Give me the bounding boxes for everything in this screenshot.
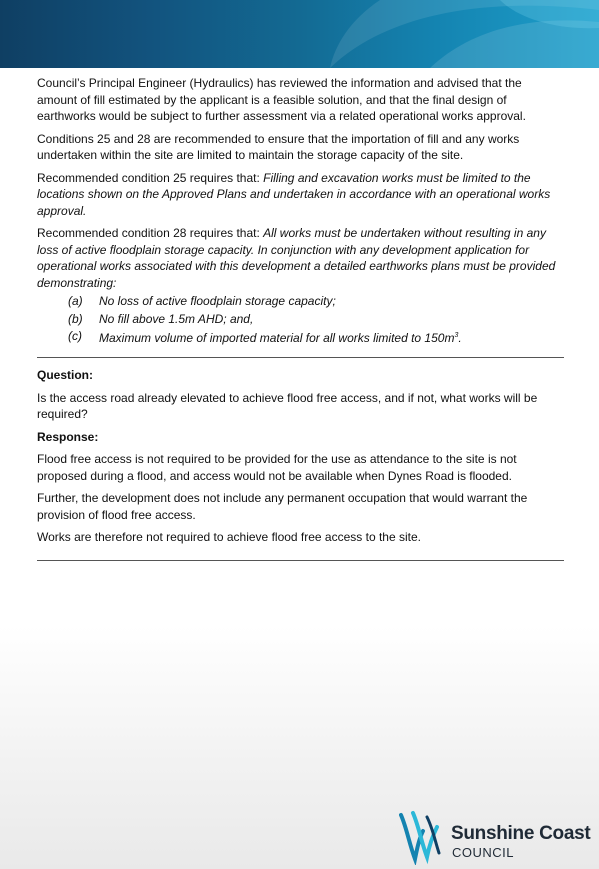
condition-28-lead: Recommended condition 28 requires that: bbox=[37, 226, 264, 240]
condition-28-list bbox=[37, 293, 564, 347]
condition-25-text: Filling and excavation works must be limited to the locations shown on the Approved Plans and undertaken in accordance with an operational works approval. bbox=[37, 170, 551, 218]
condition-25-paragraph bbox=[37, 170, 564, 220]
response-heading: Response: bbox=[37, 429, 99, 444]
intro-paragraph-2: Conditions 25 and 28 are recommended to ensure that the importation of fill and any works undertaken within the site are limited to maintain the storage capacity of the site. bbox=[37, 131, 520, 162]
header-banner bbox=[0, 0, 599, 68]
logo-brand-name: Sunshine Coast bbox=[451, 823, 591, 844]
list-item-text: No fill above 1.5m AHD; and, bbox=[99, 311, 254, 326]
logo-council-label: COUNCIL bbox=[452, 845, 515, 860]
condition-28-text: All works must be undertaken without resulting in any loss of active floodplain storage capacity. In conjunction with any development application for operational works associated with this development a detailed earthworks plans must be provided demonstrating: bbox=[37, 226, 556, 290]
section-divider-top bbox=[37, 357, 564, 358]
list-item-text: Maximum volume of imported material for all works limited to 150m bbox=[99, 331, 455, 345]
list-item-label: (c) bbox=[68, 329, 82, 343]
section-divider-bottom bbox=[37, 560, 564, 561]
response-paragraph-3: Works are therefore not required to achieve flood free access to the site. bbox=[37, 530, 421, 544]
qa-section bbox=[37, 367, 564, 552]
condition-28-paragraph bbox=[37, 225, 564, 291]
sunshine-coast-council-logo bbox=[399, 809, 599, 865]
list-item-label: (a) bbox=[68, 294, 83, 308]
question-heading: Question: bbox=[37, 368, 93, 382]
list-item bbox=[37, 311, 564, 328]
list-item-label: (b) bbox=[68, 311, 83, 326]
header-swoosh-graphic bbox=[0, 0, 599, 68]
response-paragraph-2: Further, the development does not include any permanent occupation that would warrant the provision of flood free access. bbox=[37, 491, 528, 522]
waves-logo-icon bbox=[399, 809, 449, 865]
intro-section bbox=[37, 75, 564, 348]
list-item-text: No loss of active floodplain storage capacity; bbox=[99, 294, 336, 308]
response-paragraph-1: Flood free access is not required to be provided for the use as attendance to the site is not proposed during a flood, and access would not be available when Dynes Road is flooded. bbox=[37, 452, 517, 483]
question-text: Is the access road already elevated to achieve flood free access, and if not, what works will be required? bbox=[37, 390, 538, 421]
list-item-tail: . bbox=[458, 331, 462, 345]
list-item bbox=[37, 328, 564, 347]
intro-paragraph-1: Council’s Principal Engineer (Hydraulics) has reviewed the information and advised that the amount of fill estimated by the applicant is a feasible solution, and that the final design of earthworks would be subject to further assessment via a related operational works approval. bbox=[37, 76, 526, 123]
superscript: 3 bbox=[454, 332, 459, 339]
condition-25-lead: Recommended condition 25 requires that: bbox=[37, 170, 264, 185]
list-item bbox=[37, 293, 564, 310]
